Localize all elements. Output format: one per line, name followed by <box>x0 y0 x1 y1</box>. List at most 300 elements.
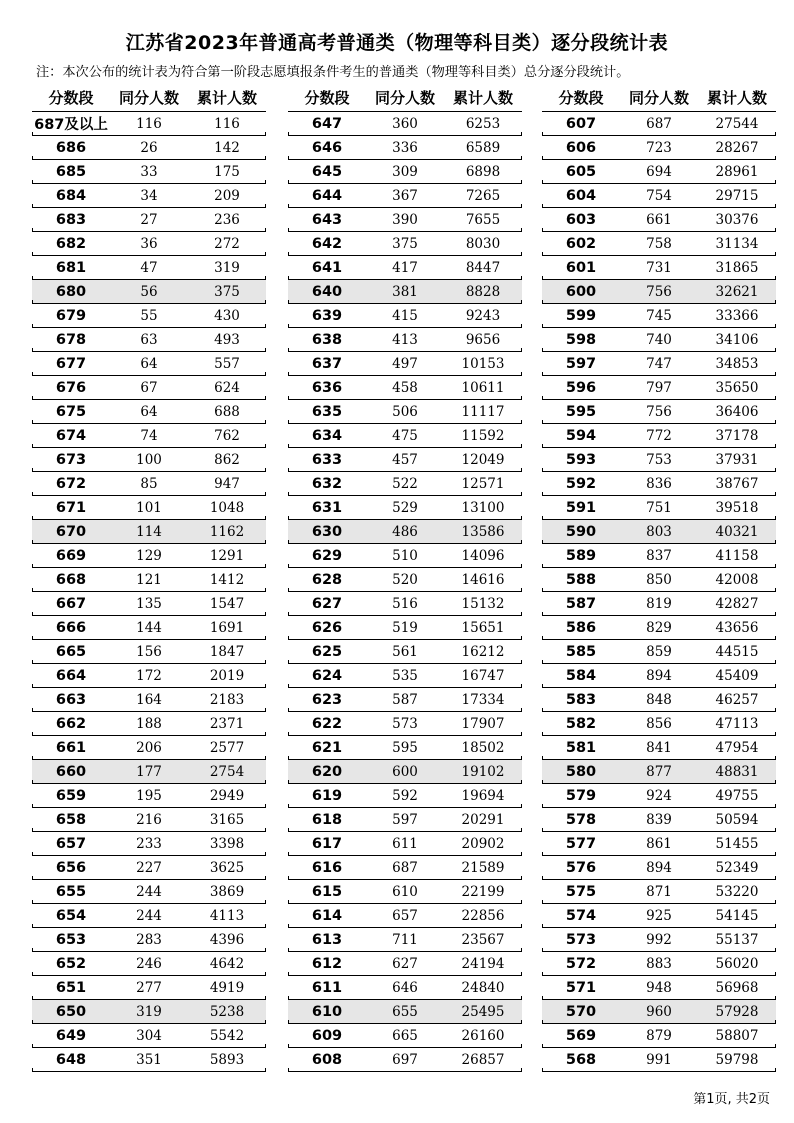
table-row <box>542 280 776 304</box>
score-cell: 666 <box>55 619 87 636</box>
same-count-cell: 121 <box>136 571 162 588</box>
cumulative-cell: 8447 <box>465 259 501 276</box>
cumulative-cell: 8030 <box>465 235 501 252</box>
cumulative-cell: 30376 <box>715 211 759 228</box>
same-count-cell: 687 <box>646 115 672 132</box>
header-score: 分数段 <box>558 89 604 107</box>
score-cell: 669 <box>55 547 87 564</box>
cumulative-cell: 7655 <box>465 211 501 228</box>
table-row <box>32 400 266 424</box>
same-count-cell: 85 <box>140 475 158 492</box>
table-row <box>288 448 522 472</box>
cumulative-cell: 6253 <box>465 115 501 132</box>
table-row <box>542 976 776 1000</box>
same-count-cell: 101 <box>136 499 162 516</box>
same-count-cell: 206 <box>136 739 162 756</box>
cumulative-cell: 16212 <box>461 643 505 660</box>
score-cell: 687及以上 <box>34 117 108 133</box>
table-row <box>32 592 266 616</box>
same-count-cell: 829 <box>646 619 672 636</box>
table-column-3 <box>542 84 776 1072</box>
same-count-cell: 883 <box>646 955 672 972</box>
cumulative-cell: 8828 <box>465 283 501 300</box>
same-count-cell: 597 <box>392 811 418 828</box>
score-cell: 684 <box>55 187 87 204</box>
cumulative-cell: 21589 <box>461 859 505 876</box>
cumulative-cell: 2577 <box>209 739 245 756</box>
cumulative-cell: 15651 <box>461 619 505 636</box>
score-cell: 585 <box>565 643 597 660</box>
header-cumulative: 累计人数 <box>706 89 767 107</box>
table-row <box>32 424 266 448</box>
table-row <box>32 232 266 256</box>
same-count-cell: 516 <box>392 595 418 612</box>
table-row <box>32 928 266 952</box>
cumulative-cell: 41158 <box>715 547 759 564</box>
score-cell: 652 <box>55 955 87 972</box>
cumulative-cell: 36406 <box>715 403 759 420</box>
cumulative-cell: 1412 <box>209 571 245 588</box>
score-cell: 663 <box>55 691 87 708</box>
cumulative-cell: 23567 <box>461 931 505 948</box>
header-score: 分数段 <box>48 89 94 107</box>
same-count-cell: 246 <box>136 955 162 972</box>
cumulative-cell: 37178 <box>715 427 759 444</box>
table-row <box>542 256 776 280</box>
table-row <box>542 1000 776 1024</box>
table-row <box>288 1000 522 1024</box>
cumulative-cell: 43656 <box>715 619 759 636</box>
score-cell: 598 <box>565 331 597 348</box>
same-count-cell: 600 <box>392 763 418 780</box>
table-row <box>32 208 266 232</box>
table-row <box>542 784 776 808</box>
score-cell: 608 <box>311 1051 343 1068</box>
same-count-cell: 697 <box>392 1051 418 1068</box>
cumulative-cell: 57928 <box>715 1003 759 1020</box>
cumulative-cell: 48831 <box>715 763 759 780</box>
same-count-cell: 415 <box>392 307 418 324</box>
table-row <box>32 832 266 856</box>
cumulative-cell: 34106 <box>715 331 759 348</box>
same-count-cell: 319 <box>136 1003 162 1020</box>
cumulative-cell: 17334 <box>461 691 505 708</box>
same-count-cell: 164 <box>136 691 162 708</box>
score-cell: 569 <box>565 1027 597 1044</box>
table-row <box>542 760 776 784</box>
table-row <box>32 472 266 496</box>
cumulative-cell: 6898 <box>465 163 501 180</box>
same-count-cell: 758 <box>646 235 672 252</box>
header-same-count: 同分人数 <box>628 89 689 107</box>
same-count-cell: 850 <box>646 571 672 588</box>
table-row <box>542 208 776 232</box>
same-count-cell: 839 <box>646 811 672 828</box>
score-cell: 618 <box>311 811 343 828</box>
table-row <box>288 712 522 736</box>
cumulative-cell: 175 <box>214 163 240 180</box>
same-count-cell: 756 <box>646 403 672 420</box>
table-row <box>542 832 776 856</box>
same-count-cell: 304 <box>136 1027 162 1044</box>
table-row <box>288 856 522 880</box>
table-row <box>32 1048 266 1072</box>
table-row <box>288 592 522 616</box>
same-count-cell: 27 <box>140 211 158 228</box>
table-row <box>288 472 522 496</box>
same-count-cell: 665 <box>392 1027 418 1044</box>
score-cell: 590 <box>565 523 597 540</box>
score-cell: 638 <box>311 331 343 348</box>
cumulative-cell: 1291 <box>209 547 245 564</box>
score-cell: 599 <box>565 307 597 324</box>
cumulative-cell: 9243 <box>465 307 501 324</box>
table-row <box>32 712 266 736</box>
table-row <box>542 712 776 736</box>
score-cell: 584 <box>565 667 597 684</box>
same-count-cell: 390 <box>392 211 418 228</box>
same-count-cell: 723 <box>646 139 672 156</box>
same-count-cell: 754 <box>646 187 672 204</box>
cumulative-cell: 11117 <box>461 403 505 420</box>
same-count-cell: 848 <box>646 691 672 708</box>
score-cell: 591 <box>565 499 597 516</box>
table-row <box>542 928 776 952</box>
cumulative-cell: 10153 <box>461 355 505 372</box>
score-cell: 672 <box>55 475 87 492</box>
same-count-cell: 646 <box>392 979 418 996</box>
score-cell: 570 <box>565 1003 597 1020</box>
table-row <box>32 112 266 136</box>
score-cell: 596 <box>565 379 597 396</box>
table-row <box>32 808 266 832</box>
cumulative-cell: 688 <box>214 403 240 420</box>
score-cell: 668 <box>55 571 87 588</box>
cumulative-cell: 46257 <box>715 691 759 708</box>
table-row <box>288 544 522 568</box>
same-count-cell: 859 <box>646 643 672 660</box>
score-cell: 654 <box>55 907 87 924</box>
score-cell: 616 <box>311 859 343 876</box>
same-count-cell: 56 <box>140 283 158 300</box>
score-cell: 660 <box>55 763 87 780</box>
cumulative-cell: 4642 <box>209 955 245 972</box>
same-count-cell: 64 <box>140 355 158 372</box>
table-row <box>288 736 522 760</box>
score-cell: 657 <box>55 835 87 852</box>
table-row <box>542 544 776 568</box>
table-row <box>542 904 776 928</box>
same-count-cell: 458 <box>392 379 418 396</box>
cumulative-cell: 3625 <box>209 859 245 876</box>
table-row <box>288 784 522 808</box>
table-row <box>542 232 776 256</box>
same-count-cell: 894 <box>646 859 672 876</box>
score-cell: 637 <box>311 355 343 372</box>
same-count-cell: 925 <box>646 907 672 924</box>
cumulative-cell: 14096 <box>461 547 505 564</box>
same-count-cell: 803 <box>646 523 672 540</box>
score-cell: 636 <box>311 379 343 396</box>
same-count-cell: 529 <box>392 499 418 516</box>
score-cell: 648 <box>55 1051 87 1068</box>
cumulative-cell: 17907 <box>461 715 505 732</box>
table-row <box>542 112 776 136</box>
header-cumulative: 累计人数 <box>196 89 257 107</box>
cumulative-cell: 47113 <box>715 715 759 732</box>
table-row <box>542 304 776 328</box>
score-cell: 676 <box>55 379 87 396</box>
same-count-cell: 751 <box>646 499 672 516</box>
table-row <box>542 136 776 160</box>
table-row <box>288 688 522 712</box>
same-count-cell: 177 <box>136 763 162 780</box>
table-row <box>32 880 266 904</box>
table-row <box>288 496 522 520</box>
cumulative-cell: 209 <box>214 187 240 204</box>
table-row <box>288 376 522 400</box>
table-row <box>542 880 776 904</box>
score-cell: 589 <box>565 547 597 564</box>
score-cell: 593 <box>565 451 597 468</box>
cumulative-cell: 38767 <box>715 475 759 492</box>
score-cell: 644 <box>311 187 343 204</box>
same-count-cell: 227 <box>136 859 162 876</box>
table-row <box>288 568 522 592</box>
score-cell: 647 <box>311 115 343 132</box>
score-cell: 571 <box>565 979 597 996</box>
same-count-cell: 336 <box>392 139 418 156</box>
same-count-cell: 33 <box>140 163 158 180</box>
table-row <box>32 544 266 568</box>
cumulative-cell: 142 <box>214 139 240 156</box>
score-cell: 574 <box>565 907 597 924</box>
score-cell: 677 <box>55 355 87 372</box>
table-row <box>542 1048 776 1072</box>
cumulative-cell: 53220 <box>715 883 759 900</box>
score-cell: 594 <box>565 427 597 444</box>
score-cell: 623 <box>311 691 343 708</box>
cumulative-cell: 116 <box>214 115 240 132</box>
same-count-cell: 627 <box>392 955 418 972</box>
cumulative-cell: 28961 <box>715 163 759 180</box>
cumulative-cell: 39518 <box>715 499 759 516</box>
table-row <box>32 640 266 664</box>
score-cell: 626 <box>311 619 343 636</box>
score-cell: 635 <box>311 403 343 420</box>
table-row <box>32 496 266 520</box>
table-row <box>288 520 522 544</box>
table-row <box>32 184 266 208</box>
same-count-cell: 535 <box>392 667 418 684</box>
table-row <box>32 304 266 328</box>
same-count-cell: 417 <box>392 259 418 276</box>
score-cell: 612 <box>311 955 343 972</box>
table-row <box>32 784 266 808</box>
table-row <box>32 616 266 640</box>
score-cell: 568 <box>565 1051 597 1068</box>
same-count-cell: 375 <box>392 235 418 252</box>
score-cell: 634 <box>311 427 343 444</box>
table-row <box>32 136 266 160</box>
table-column-2 <box>288 84 522 1072</box>
cumulative-cell: 29715 <box>715 187 759 204</box>
same-count-cell: 561 <box>392 643 418 660</box>
cumulative-cell: 56020 <box>715 955 759 972</box>
cumulative-cell: 2949 <box>209 787 245 804</box>
score-cell: 600 <box>565 283 597 300</box>
cumulative-cell: 2019 <box>209 667 245 684</box>
table-row <box>32 760 266 784</box>
cumulative-cell: 3869 <box>209 883 245 900</box>
cumulative-cell: 11592 <box>461 427 505 444</box>
table-row <box>542 592 776 616</box>
table-row <box>542 568 776 592</box>
table-row <box>288 1024 522 1048</box>
table-row <box>288 136 522 160</box>
same-count-cell: 506 <box>392 403 418 420</box>
score-cell: 611 <box>311 979 343 996</box>
cumulative-cell: 25495 <box>461 1003 505 1020</box>
cumulative-cell: 32621 <box>715 283 759 300</box>
same-count-cell: 797 <box>646 379 672 396</box>
score-cell: 631 <box>311 499 343 516</box>
same-count-cell: 277 <box>136 979 162 996</box>
score-cell: 622 <box>311 715 343 732</box>
same-count-cell: 745 <box>646 307 672 324</box>
table-row <box>32 520 266 544</box>
cumulative-cell: 762 <box>214 427 240 444</box>
cumulative-cell: 42827 <box>715 595 759 612</box>
table-note: 注：本次公布的统计表为符合第一阶段志愿填报条件考生的普通类（物理等科目类）总分逐分段统计。 <box>36 65 630 80</box>
same-count-cell: 381 <box>392 283 418 300</box>
cumulative-cell: 44515 <box>715 643 759 660</box>
table-body <box>288 112 522 1072</box>
same-count-cell: 360 <box>392 115 418 132</box>
score-cell: 588 <box>565 571 597 588</box>
same-count-cell: 960 <box>646 1003 672 1020</box>
cumulative-cell: 2371 <box>209 715 245 732</box>
page-footer: 第1页, 共2页 <box>693 1092 770 1107</box>
score-cell: 645 <box>311 163 343 180</box>
table-row <box>288 184 522 208</box>
header-cumulative: 累计人数 <box>452 89 513 107</box>
cumulative-cell: 9656 <box>465 331 501 348</box>
cumulative-cell: 1048 <box>209 499 245 516</box>
same-count-cell: 595 <box>392 739 418 756</box>
score-cell: 650 <box>55 1003 87 1020</box>
table-row <box>32 976 266 1000</box>
score-cell: 624 <box>311 667 343 684</box>
score-cell: 671 <box>55 499 87 516</box>
same-count-cell: 172 <box>136 667 162 684</box>
same-count-cell: 657 <box>392 907 418 924</box>
cumulative-cell: 430 <box>214 307 240 324</box>
score-cell: 613 <box>311 931 343 948</box>
table-row <box>542 448 776 472</box>
cumulative-cell: 2183 <box>209 691 245 708</box>
table-row <box>32 1000 266 1024</box>
score-cell: 642 <box>311 235 343 252</box>
table-row <box>542 520 776 544</box>
score-cell: 675 <box>55 403 87 420</box>
table-row <box>32 952 266 976</box>
same-count-cell: 611 <box>392 835 418 852</box>
score-cell: 621 <box>311 739 343 756</box>
cumulative-cell: 52349 <box>715 859 759 876</box>
same-count-cell: 129 <box>136 547 162 564</box>
table-row <box>32 904 266 928</box>
cumulative-cell: 12571 <box>461 475 505 492</box>
table-row <box>32 736 266 760</box>
table-row <box>288 952 522 976</box>
score-cell: 678 <box>55 331 87 348</box>
same-count-cell: 520 <box>392 571 418 588</box>
page-title: 江苏省2023年普通高考普通类（物理等科目类）逐分段统计表 <box>125 32 669 54</box>
table-row <box>542 160 776 184</box>
cumulative-cell: 37931 <box>715 451 759 468</box>
table-row <box>32 856 266 880</box>
table-row <box>542 688 776 712</box>
same-count-cell: 879 <box>646 1027 672 1044</box>
same-count-cell: 655 <box>392 1003 418 1020</box>
cumulative-cell: 10611 <box>461 379 505 396</box>
table-row <box>32 352 266 376</box>
table-row <box>542 496 776 520</box>
same-count-cell: 841 <box>646 739 672 756</box>
score-cell: 606 <box>565 139 597 156</box>
score-cell: 639 <box>311 307 343 324</box>
same-count-cell: 156 <box>136 643 162 660</box>
score-cell: 646 <box>311 139 343 156</box>
score-cell: 614 <box>311 907 343 924</box>
score-cell: 682 <box>55 235 87 252</box>
cumulative-cell: 45409 <box>715 667 759 684</box>
table-row <box>288 1048 522 1072</box>
same-count-cell: 522 <box>392 475 418 492</box>
same-count-cell: 819 <box>646 595 672 612</box>
same-count-cell: 244 <box>136 907 162 924</box>
score-cell: 610 <box>311 1003 343 1020</box>
header-same-count: 同分人数 <box>118 89 179 107</box>
cumulative-cell: 20902 <box>461 835 505 852</box>
table-row <box>288 760 522 784</box>
cumulative-cell: 7265 <box>465 187 501 204</box>
same-count-cell: 135 <box>136 595 162 612</box>
same-count-cell: 573 <box>392 715 418 732</box>
same-count-cell: 233 <box>136 835 162 852</box>
table-row <box>288 808 522 832</box>
cumulative-cell: 4113 <box>209 907 245 924</box>
table-row <box>288 256 522 280</box>
table-row <box>542 808 776 832</box>
same-count-cell: 837 <box>646 547 672 564</box>
score-cell: 609 <box>311 1027 343 1044</box>
table-row <box>542 1024 776 1048</box>
same-count-cell: 871 <box>646 883 672 900</box>
cumulative-cell: 31134 <box>715 235 759 252</box>
score-cell: 581 <box>565 739 597 756</box>
cumulative-cell: 54145 <box>715 907 759 924</box>
cumulative-cell: 13100 <box>461 499 505 516</box>
table-row <box>32 160 266 184</box>
same-count-cell: 861 <box>646 835 672 852</box>
table-row <box>288 616 522 640</box>
score-cell: 603 <box>565 211 597 228</box>
cumulative-cell: 12049 <box>461 451 505 468</box>
cumulative-cell: 2754 <box>209 763 245 780</box>
cumulative-cell: 24194 <box>461 955 505 972</box>
